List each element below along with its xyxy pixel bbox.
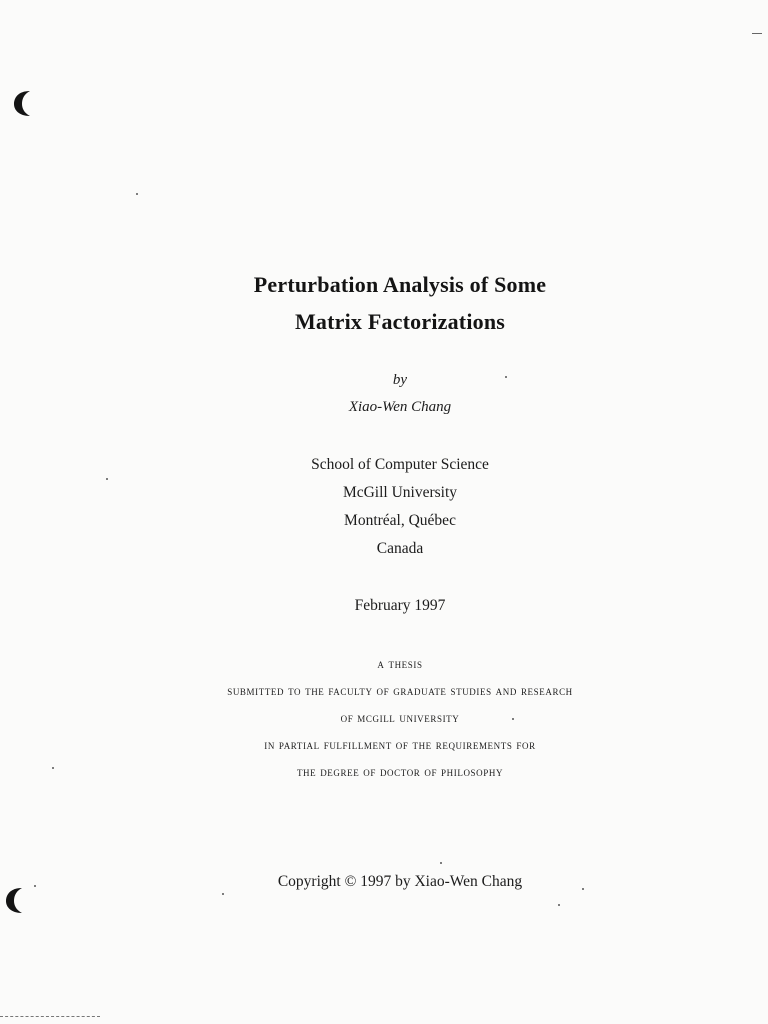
copyright-notice: Copyright © 1997 by Xiao-Wen Chang — [277, 873, 523, 890]
submission-date: February 1997 — [354, 597, 446, 614]
department: School of Computer Science — [311, 456, 489, 473]
submission-line-2: submitted to the faculty of graduate studies and research — [227, 683, 573, 698]
thesis-title-line-2: Matrix Factorizations — [294, 309, 506, 334]
scan-speck — [558, 904, 560, 906]
binding-hole-top-icon — [10, 88, 36, 118]
scan-artifact-rule — [0, 1016, 100, 1017]
scan-speck — [136, 193, 138, 195]
submission-line-4: in partial fulfillment of the requirements for — [264, 737, 536, 752]
author-name: Xiao-Wen Chang — [348, 399, 452, 415]
submission-line-5: the degree of doctor of philosophy — [296, 764, 504, 779]
city: Montréal, Québec — [344, 512, 456, 529]
submission-line-1: a thesis — [377, 656, 423, 671]
scan-speck — [106, 478, 108, 480]
scan-artifact-dash — [752, 33, 762, 34]
university: McGill University — [342, 484, 458, 501]
scan-speck — [222, 893, 224, 895]
scan-speck — [440, 862, 442, 864]
country: Canada — [376, 540, 424, 557]
byline-by: by — [392, 372, 408, 388]
submission-line-3: of mcgill university — [340, 710, 460, 725]
thesis-title-line-1: Perturbation Analysis of Some — [253, 272, 547, 297]
